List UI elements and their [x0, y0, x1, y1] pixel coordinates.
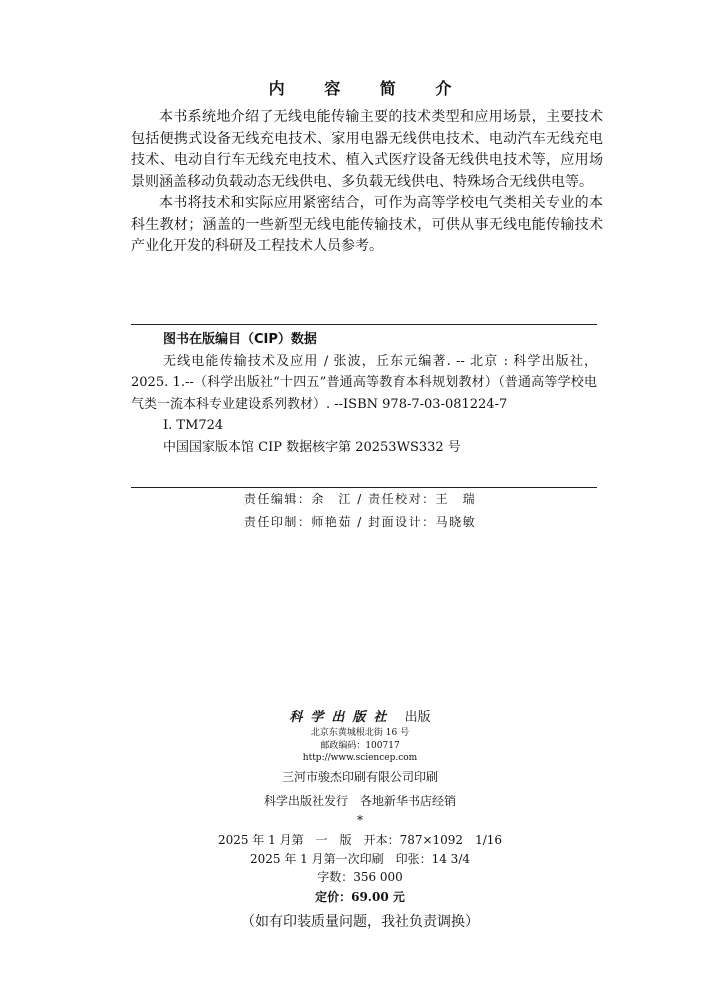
intro-paragraph: 本书系统地介绍了无线电能传输主要的技术类型和应用场景，主要技术包括便携式设备无线充电技术、家用电器无线供电技术、电动汽车无线充电技术、电动自行车无线充电技术、植入式医疗设备无线供电技术等，应用场景则涵盖移动负载动态无线供电、多负载无线供电、特殊场合无线供电等。 — [131, 109, 603, 190]
staff-line-production: 责任印制：师艳茹 / 封面设计：马晓敏 — [243, 515, 477, 529]
publisher-postcode: 邮政编码：100717 — [320, 741, 400, 751]
intro-body — [131, 107, 603, 258]
cip-bibliography: 无线电能传输技术及应用 / 张波，丘东元编著. -- 北京 : 科学出版社，2025. 1.--（科学出版社“十四五”普通高等教育本科规划教材）（普通高等学校电气类一流本科专业建设系列教材）. --ISBN 978-7-03-081224-7 — [131, 353, 597, 412]
intro-title: 内 容 简 介 — [268, 79, 469, 98]
published-label: 出版 — [404, 710, 431, 725]
printing-line: 2025 年 1 月第一次印刷 印张：14 3/4 — [249, 852, 470, 866]
cip-title: 图书在版编目（CIP）数据 — [163, 332, 317, 347]
distribution-line: 科学出版社发行 各地新华书店经销 — [263, 794, 456, 808]
publisher-logo: 科学出版社 — [289, 710, 395, 725]
publisher-address: 北京东黄城根北街 16 号 — [310, 728, 410, 738]
cip-record-number: 中国国家版本馆 CIP 数据核字第 20253WS332 号 — [163, 439, 461, 455]
publisher-website: http://www.sciencep.com — [302, 753, 418, 763]
staff-line-editors: 责任编辑：余 江 / 责任校对：王 瑞 — [243, 492, 477, 506]
separator-star: * — [357, 813, 363, 827]
edition-line: 2025 年 1 月第 一 版 开本：787×1092 1/16 — [217, 833, 503, 847]
word-count: 字数：356 000 — [317, 870, 403, 884]
cip-block — [131, 329, 597, 459]
printer-line: 三河市骏杰印刷有限公司印刷 — [281, 770, 438, 784]
cip-bottom-rule — [131, 487, 597, 488]
intro-paragraph: 本书将技术和实际应用紧密结合，可作为高等学校电气类相关专业的本科生教材；涵盖的一些新型无线电能传输技术，可供从事无线电能传输技术产业化开发的科研及工程技术人员参考。 — [131, 195, 603, 254]
publisher-name — [0, 706, 720, 725]
cip-top-rule — [131, 324, 597, 325]
quality-notice: （如有印装质量问题，我社负责调换） — [241, 914, 479, 930]
cip-classification: Ⅰ. TM724 — [163, 418, 224, 434]
price: 定价：69.00 元 — [315, 890, 405, 904]
